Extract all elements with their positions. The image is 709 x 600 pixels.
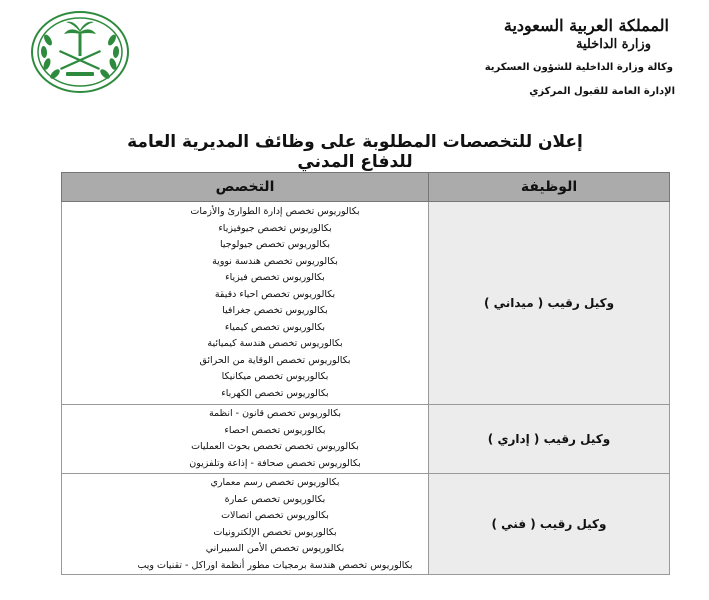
table-row xyxy=(62,474,670,575)
list-item: بكالوريوس تخصص الكهرباء xyxy=(221,387,329,399)
list-item: بكالوريوس تخصص صحافة - إذاعة وتلفزيون xyxy=(189,457,361,469)
specializations-list xyxy=(62,474,428,574)
department-name: الإدارة العامة للقبول المركزي xyxy=(529,86,675,97)
list-item: بكالوريوس تخصص جغرافيا xyxy=(222,305,328,316)
list-item: بكالوريوس تخصص هندسة نووية xyxy=(212,255,338,267)
ministry-header xyxy=(449,16,675,100)
job-title: وكيل رقيب ( ميداني ) xyxy=(429,202,670,405)
list-item: بكالوريوس تخصص اتصالات xyxy=(221,510,329,521)
list-item: بكالوريوس تخصص كيمياء xyxy=(224,321,326,333)
specializations-cell xyxy=(62,202,429,405)
list-item: بكالوريوس تخصص تخصص بحوث العمليات xyxy=(191,441,359,452)
list-item: بكالوريوس تخصص احصاء xyxy=(224,424,326,436)
table-row xyxy=(62,405,670,474)
list-item: بكالوريوس تخصص عمارة xyxy=(224,493,326,505)
list-item: بكالوريوس تخصص الوقاية من الحرائق xyxy=(199,354,351,366)
specializations-cell xyxy=(62,474,429,575)
list-item: بكالوريوس تخصص جيوفيزياء xyxy=(218,222,332,234)
list-item: بكالوريوس تخصص احياء دقيقة xyxy=(214,288,336,300)
kingdom-name: المملكة العربية السعودية xyxy=(503,16,669,35)
list-item: بكالوريوس تخصص رسم معماري xyxy=(210,477,340,488)
list-item: بكالوريوس تخصص هندسة برمجيات مطور أنظمة اوراكل - تقنيات ويب xyxy=(137,559,413,571)
specializations-list xyxy=(62,202,428,404)
ministry-name: وزارة الداخلية xyxy=(575,37,651,52)
agency-name: وكالة وزارة الداخلية للشؤون العسكرية xyxy=(484,62,673,73)
jobs-table xyxy=(61,172,670,575)
list-item: بكالوريوس تخصص الأمن السيبراني xyxy=(205,543,345,554)
specializations-cell xyxy=(62,405,429,474)
table-row xyxy=(62,202,670,405)
list-item: بكالوريوس تخصص قانون - انظمة xyxy=(208,408,342,419)
job-title: وكيل رقيب ( فني ) xyxy=(429,474,670,575)
specializations-list xyxy=(62,405,428,473)
announcement-title: إعلان للتخصصات المطلوبة على وظائف المديرية العامة للدفاع المدني xyxy=(127,132,583,172)
ministry-emblem xyxy=(28,10,132,94)
list-item: بكالوريوس تخصص إدارة الطوارئ والأزمات xyxy=(190,206,360,217)
specialization-column-header: التخصص xyxy=(62,173,429,202)
list-item: بكالوريوس تخصص ميكانيكا xyxy=(221,371,329,382)
job-title: وكيل رقيب ( إداري ) xyxy=(429,405,670,474)
list-item: بكالوريوس تخصص الإلكترونيات xyxy=(213,526,337,538)
list-item: بكالوريوس تخصص هندسة كيميائية xyxy=(207,338,343,349)
saudi-ministry-emblem-icon xyxy=(28,10,132,94)
list-item: بكالوريوس تخصص جيولوجيا xyxy=(219,239,331,250)
job-column-header: الوظيفة xyxy=(429,173,670,202)
table-header-row xyxy=(62,173,670,202)
list-item: بكالوريوس تخصص فيزياء xyxy=(225,272,325,283)
